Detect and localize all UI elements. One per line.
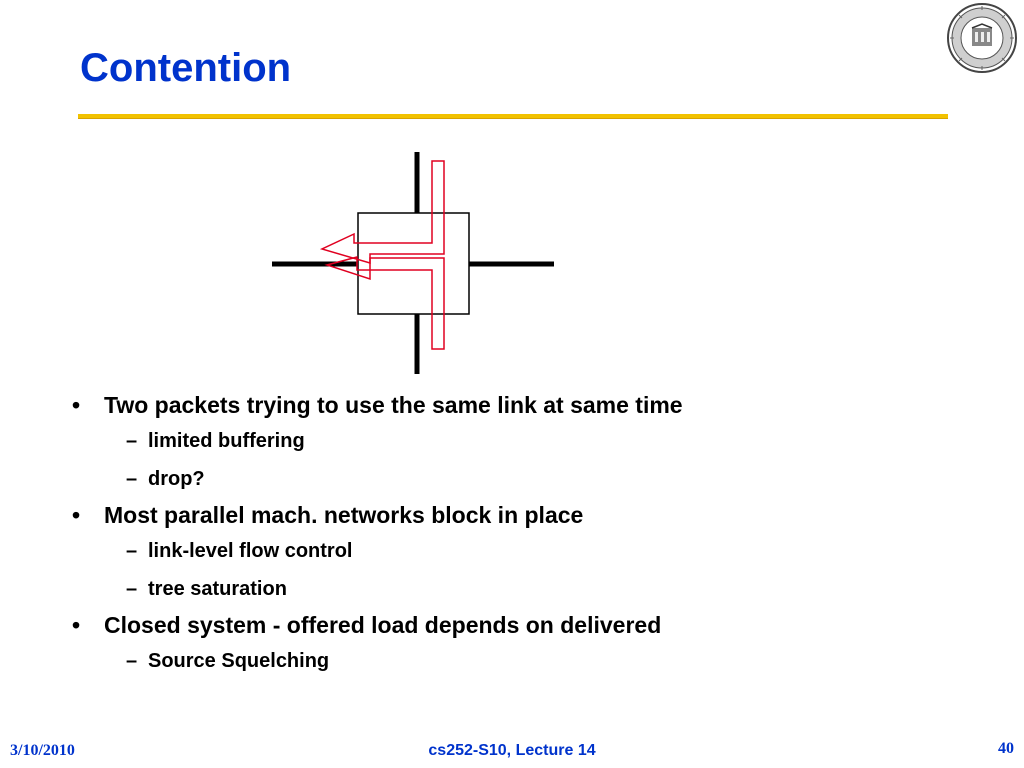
footer-date: 3/10/2010 (10, 742, 75, 759)
footer-course: cs252-S10, Lecture 14 (428, 742, 596, 759)
page-number: 40 (998, 740, 1014, 757)
sub-bullet-item: – Source Squelching (104, 642, 683, 680)
sub-bullet-list (104, 642, 683, 680)
bullet-item (68, 608, 683, 680)
bullet-text: Closed system - offered load depends on delivered (104, 612, 662, 638)
bullet-list (68, 388, 683, 680)
bullet-item (68, 498, 683, 608)
sub-bullet-list (104, 422, 683, 498)
sub-bullet-item: – link-level flow control (104, 532, 683, 570)
sub-bullet-item: – drop? (104, 460, 683, 498)
slide-title: Contention (80, 46, 292, 90)
bullet-text: Most parallel mach. networks block in place (104, 502, 584, 528)
university-seal-icon (946, 2, 1018, 74)
sub-bullet-item: – limited buffering (104, 422, 683, 460)
sub-bullet-list (104, 532, 683, 608)
title-rule (78, 114, 948, 119)
bullet-text: Two packets trying to use the same link at same time (104, 392, 683, 418)
switch-box (358, 213, 469, 314)
bullet-item (68, 388, 683, 498)
sub-bullet-item: – tree saturation (104, 570, 683, 608)
contention-diagram (262, 148, 562, 380)
